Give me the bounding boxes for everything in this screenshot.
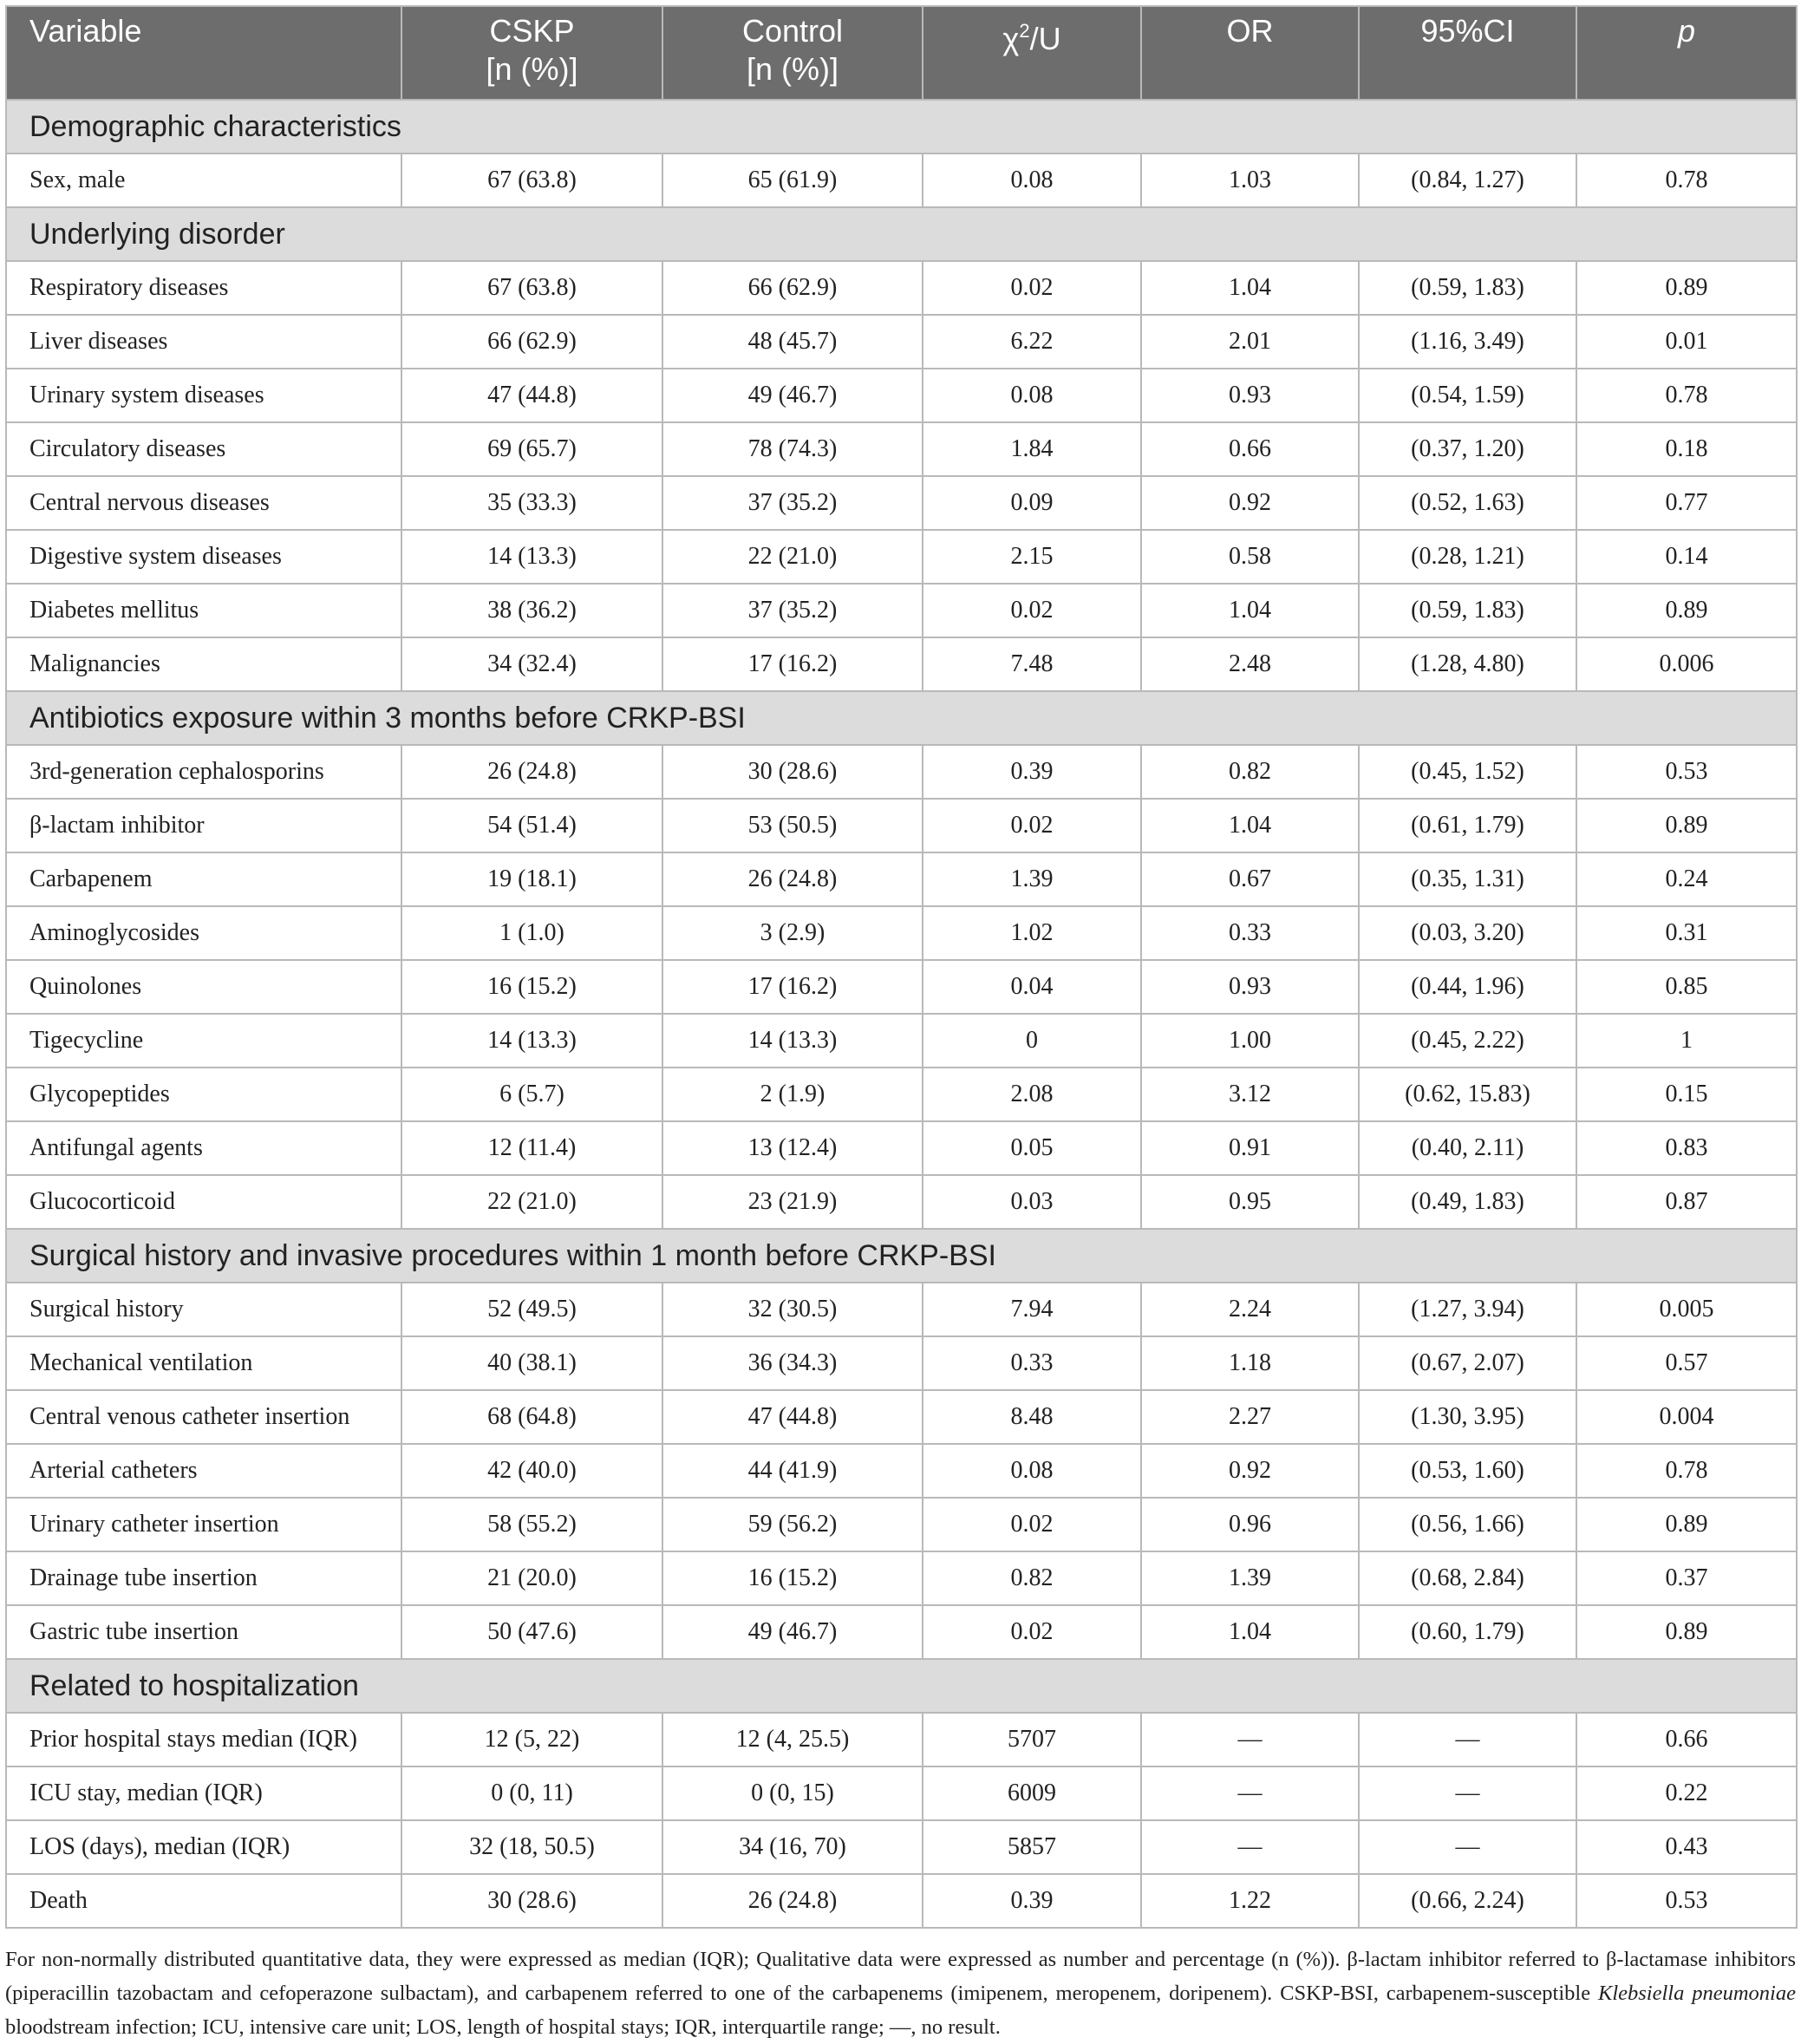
cskp-cell: 67 (63.8) [401,153,662,207]
cskp-cell: 42 (40.0) [401,1444,662,1498]
p-cell: 0.66 [1576,1713,1797,1766]
comparison-table [5,5,1798,1929]
or-cell: 2.24 [1141,1283,1359,1336]
control-cell: 37 (35.2) [662,584,923,637]
variable-cell: Urinary catheter insertion [6,1498,401,1551]
p-cell: 0.24 [1576,852,1797,906]
cskp-cell: 38 (36.2) [401,584,662,637]
table-row [6,1283,1797,1336]
table-row [6,315,1797,369]
ci-cell: (0.28, 1.21) [1359,530,1576,584]
or-cell: 0.82 [1141,745,1359,799]
cskp-cell: 52 (49.5) [401,1283,662,1336]
table-row [6,1068,1797,1121]
header-row [6,6,1797,100]
ci-cell: (1.28, 4.80) [1359,637,1576,691]
control-cell: 12 (4, 25.5) [662,1713,923,1766]
table-row [6,1121,1797,1175]
control-cell: 59 (56.2) [662,1498,923,1551]
variable-cell: Central nervous diseases [6,476,401,530]
cskp-cell: 12 (5, 22) [401,1713,662,1766]
or-cell: 1.00 [1141,1014,1359,1068]
p-cell: 0.57 [1576,1336,1797,1390]
ci-cell: — [1359,1820,1576,1874]
control-cell: 13 (12.4) [662,1121,923,1175]
control-cell: 53 (50.5) [662,799,923,852]
variable-cell: Sex, male [6,153,401,207]
variable-cell: Quinolones [6,960,401,1014]
table-row [6,1766,1797,1820]
control-cell: 66 (62.9) [662,261,923,315]
table-row [6,1874,1797,1928]
p-cell: 1 [1576,1014,1797,1068]
chi-u-cell: 1.39 [923,852,1141,906]
ci-cell: (0.56, 1.66) [1359,1498,1576,1551]
control-cell: 78 (74.3) [662,422,923,476]
ci-cell: (0.54, 1.59) [1359,369,1576,422]
variable-cell: Malignancies [6,637,401,691]
ci-cell: (0.59, 1.83) [1359,584,1576,637]
p-cell: 0.01 [1576,315,1797,369]
header-variable: Variable [6,6,401,100]
or-cell: 0.58 [1141,530,1359,584]
control-cell: 49 (46.7) [662,369,923,422]
variable-cell: Antifungal agents [6,1121,401,1175]
chi-u-cell: 0.39 [923,1874,1141,1928]
or-cell: 0.92 [1141,1444,1359,1498]
control-cell: 44 (41.9) [662,1444,923,1498]
cskp-cell: 68 (64.8) [401,1390,662,1444]
ci-cell: — [1359,1766,1576,1820]
table-row [6,1014,1797,1068]
or-cell: — [1141,1713,1359,1766]
control-cell: 0 (0, 15) [662,1766,923,1820]
ci-cell: (1.27, 3.94) [1359,1283,1576,1336]
p-cell: 0.83 [1576,1121,1797,1175]
chi-u-cell: 1.84 [923,422,1141,476]
chi-u-cell: 5707 [923,1713,1141,1766]
cskp-cell: 30 (28.6) [401,1874,662,1928]
chi-u-cell: 8.48 [923,1390,1141,1444]
or-cell: 1.39 [1141,1551,1359,1605]
control-cell: 47 (44.8) [662,1390,923,1444]
table-row [6,1390,1797,1444]
p-cell: 0.53 [1576,745,1797,799]
cskp-cell: 67 (63.8) [401,261,662,315]
p-cell: 0.14 [1576,530,1797,584]
or-cell: — [1141,1820,1359,1874]
chi-u-cell: 2.15 [923,530,1141,584]
results-table-container [5,5,1796,1929]
p-cell: 0.37 [1576,1551,1797,1605]
p-cell: 0.43 [1576,1820,1797,1874]
chi-u-cell: 0 [923,1014,1141,1068]
variable-cell: Arterial catheters [6,1444,401,1498]
cskp-cell: 14 (13.3) [401,530,662,584]
or-cell: 1.04 [1141,584,1359,637]
section-title: Underlying disorder [6,207,1797,261]
control-cell: 26 (24.8) [662,852,923,906]
cskp-cell: 21 (20.0) [401,1551,662,1605]
chi-u-cell: 0.82 [923,1551,1141,1605]
variable-cell: Central venous catheter insertion [6,1390,401,1444]
control-cell: 26 (24.8) [662,1874,923,1928]
variable-cell: Urinary system diseases [6,369,401,422]
table-body [6,100,1797,1928]
variable-cell: Mechanical ventilation [6,1336,401,1390]
control-cell: 2 (1.9) [662,1068,923,1121]
or-cell: — [1141,1766,1359,1820]
or-cell: 0.91 [1141,1121,1359,1175]
control-cell: 48 (45.7) [662,315,923,369]
cskp-cell: 54 (51.4) [401,799,662,852]
variable-cell: LOS (days), median (IQR) [6,1820,401,1874]
p-cell: 0.89 [1576,799,1797,852]
section-header-row [6,207,1797,261]
p-cell: 0.78 [1576,369,1797,422]
p-cell: 0.004 [1576,1390,1797,1444]
or-cell: 2.27 [1141,1390,1359,1444]
ci-cell: (0.45, 1.52) [1359,745,1576,799]
variable-cell: Gastric tube insertion [6,1605,401,1659]
chi-u-cell: 0.08 [923,153,1141,207]
section-header-row [6,691,1797,745]
ci-cell: — [1359,1713,1576,1766]
table-row [6,1175,1797,1229]
table-footnote: For non-normally distributed quantitative data, they were expressed as median (IQR); Qualitative data were expressed as number and percentage (n (%)). β-lactam inhibitor referred to β-lactamase inhibitors (piperacillin tazobactam and cefoperazone sulbactam), and carbapenem referred to one of the carbapenems (imipenem, meropenem, doripenem). CSKP-BSI, carbapenem-susceptible Klebsiella pneumoniae bloodstream infection; ICU, intensive care unit; LOS, length of hospital stays; IQR, interquartile range; —, no result. [5,1948,1796,2039]
variable-cell: Surgical history [6,1283,401,1336]
cskp-cell: 58 (55.2) [401,1498,662,1551]
table-row [6,906,1797,960]
or-cell: 1.04 [1141,261,1359,315]
table-row [6,584,1797,637]
ci-cell: (0.03, 3.20) [1359,906,1576,960]
table-row [6,422,1797,476]
header-cskp: CSKP [n (%)] [401,6,662,100]
table-row [6,1551,1797,1605]
table-row [6,1605,1797,1659]
cskp-cell: 16 (15.2) [401,960,662,1014]
header-chi-u: $\chi^2/U$ [923,6,1141,100]
variable-cell: Glycopeptides [6,1068,401,1121]
chi-u-cell: 5857 [923,1820,1141,1874]
control-cell: 17 (16.2) [662,960,923,1014]
chi-u-cell: 0.02 [923,1498,1141,1551]
variable-cell: Digestive system diseases [6,530,401,584]
cskp-cell: 35 (33.3) [401,476,662,530]
header-p: p [1576,6,1797,100]
or-cell: 1.04 [1141,799,1359,852]
table-row [6,745,1797,799]
table-row [6,261,1797,315]
table-row [6,960,1797,1014]
p-cell: 0.89 [1576,1498,1797,1551]
variable-cell: Glucocorticoid [6,1175,401,1229]
cskp-cell: 22 (21.0) [401,1175,662,1229]
section-header-row [6,1659,1797,1713]
table-row [6,1336,1797,1390]
p-cell: 0.15 [1576,1068,1797,1121]
or-cell: 3.12 [1141,1068,1359,1121]
variable-cell: Aminoglycosides [6,906,401,960]
or-cell: 0.93 [1141,369,1359,422]
chi-u-cell: 0.02 [923,799,1141,852]
p-cell: 0.18 [1576,422,1797,476]
variable-cell: Diabetes mellitus [6,584,401,637]
variable-cell: Drainage tube insertion [6,1551,401,1605]
chi-u-cell: 0.08 [923,369,1141,422]
chi-u-cell: 6.22 [923,315,1141,369]
chi-u-cell: 0.03 [923,1175,1141,1229]
chi-u-cell: 0.02 [923,1605,1141,1659]
control-cell: 49 (46.7) [662,1605,923,1659]
cskp-cell: 40 (38.1) [401,1336,662,1390]
cskp-cell: 12 (11.4) [401,1121,662,1175]
cskp-cell: 50 (47.6) [401,1605,662,1659]
variable-cell: Liver diseases [6,315,401,369]
ci-cell: (0.59, 1.83) [1359,261,1576,315]
p-cell: 0.006 [1576,637,1797,691]
variable-cell: Carbapenem [6,852,401,906]
cskp-cell: 66 (62.9) [401,315,662,369]
cskp-cell: 34 (32.4) [401,637,662,691]
cskp-cell: 26 (24.8) [401,745,662,799]
chi-u-cell: 0.05 [923,1121,1141,1175]
table-row [6,369,1797,422]
chi-u-cell: 0.33 [923,1336,1141,1390]
cskp-cell: 69 (65.7) [401,422,662,476]
or-cell: 0.93 [1141,960,1359,1014]
cskp-cell: 1 (1.0) [401,906,662,960]
table-row [6,530,1797,584]
chi-u-cell: 0.02 [923,261,1141,315]
or-cell: 2.48 [1141,637,1359,691]
ci-cell: (0.66, 2.24) [1359,1874,1576,1928]
ci-cell: (0.68, 2.84) [1359,1551,1576,1605]
variable-cell: 3rd-generation cephalosporins [6,745,401,799]
ci-cell: (0.45, 2.22) [1359,1014,1576,1068]
table-row [6,852,1797,906]
chi-u-cell: 0.39 [923,745,1141,799]
table-row [6,476,1797,530]
p-cell: 0.89 [1576,1605,1797,1659]
variable-cell: Prior hospital stays median (IQR) [6,1713,401,1766]
header-ci: 95%CI [1359,6,1576,100]
ci-cell: (0.44, 1.96) [1359,960,1576,1014]
or-cell: 0.96 [1141,1498,1359,1551]
table-row [6,1713,1797,1766]
chi-u-cell: 0.08 [923,1444,1141,1498]
ci-cell: (0.84, 1.27) [1359,153,1576,207]
table-row [6,153,1797,207]
section-title: Antibiotics exposure within 3 months before CRKP-BSI [6,691,1797,745]
control-cell: 37 (35.2) [662,476,923,530]
ci-cell: (0.37, 1.20) [1359,422,1576,476]
chi-u-cell: 0.04 [923,960,1141,1014]
control-cell: 14 (13.3) [662,1014,923,1068]
p-cell: 0.78 [1576,153,1797,207]
control-cell: 17 (16.2) [662,637,923,691]
p-cell: 0.005 [1576,1283,1797,1336]
header-or: OR [1141,6,1359,100]
or-cell: 1.18 [1141,1336,1359,1390]
p-cell: 0.78 [1576,1444,1797,1498]
ci-cell: (1.16, 3.49) [1359,315,1576,369]
or-cell: 1.22 [1141,1874,1359,1928]
chi-u-cell: 7.94 [923,1283,1141,1336]
chi-u-cell: 6009 [923,1766,1141,1820]
ci-cell: (0.67, 2.07) [1359,1336,1576,1390]
variable-cell: Death [6,1874,401,1928]
section-header-row [6,1229,1797,1283]
control-cell: 16 (15.2) [662,1551,923,1605]
p-cell: 0.77 [1576,476,1797,530]
chi-u-cell: 1.02 [923,906,1141,960]
section-title: Related to hospitalization [6,1659,1797,1713]
control-cell: 22 (21.0) [662,530,923,584]
table-row [6,1820,1797,1874]
or-cell: 1.04 [1141,1605,1359,1659]
variable-cell: Tigecycline [6,1014,401,1068]
or-cell: 2.01 [1141,315,1359,369]
chi-u-cell: 7.48 [923,637,1141,691]
chi-u-cell: 0.02 [923,584,1141,637]
variable-cell: β-lactam inhibitor [6,799,401,852]
p-cell: 0.89 [1576,584,1797,637]
chi-u-cell: 2.08 [923,1068,1141,1121]
control-cell: 30 (28.6) [662,745,923,799]
variable-cell: ICU stay, median (IQR) [6,1766,401,1820]
p-cell: 0.22 [1576,1766,1797,1820]
control-cell: 36 (34.3) [662,1336,923,1390]
table-row [6,1444,1797,1498]
variable-cell: Respiratory diseases [6,261,401,315]
or-cell: 1.03 [1141,153,1359,207]
ci-cell: (1.30, 3.95) [1359,1390,1576,1444]
or-cell: 0.95 [1141,1175,1359,1229]
ci-cell: (0.35, 1.31) [1359,852,1576,906]
ci-cell: (0.62, 15.83) [1359,1068,1576,1121]
ci-cell: (0.60, 1.79) [1359,1605,1576,1659]
cskp-cell: 0 (0, 11) [401,1766,662,1820]
section-title: Surgical history and invasive procedures within 1 month before CRKP-BSI [6,1229,1797,1283]
or-cell: 0.66 [1141,422,1359,476]
or-cell: 0.33 [1141,906,1359,960]
section-header-row [6,100,1797,153]
cskp-cell: 19 (18.1) [401,852,662,906]
table-row [6,637,1797,691]
control-cell: 23 (21.9) [662,1175,923,1229]
cskp-cell: 6 (5.7) [401,1068,662,1121]
ci-cell: (0.40, 2.11) [1359,1121,1576,1175]
p-cell: 0.85 [1576,960,1797,1014]
p-cell: 0.31 [1576,906,1797,960]
variable-cell: Circulatory diseases [6,422,401,476]
control-cell: 34 (16, 70) [662,1820,923,1874]
ci-cell: (0.53, 1.60) [1359,1444,1576,1498]
ci-cell: (0.49, 1.83) [1359,1175,1576,1229]
cskp-cell: 14 (13.3) [401,1014,662,1068]
p-cell: 0.89 [1576,261,1797,315]
table-row [6,1498,1797,1551]
or-cell: 0.67 [1141,852,1359,906]
or-cell: 0.92 [1141,476,1359,530]
p-cell: 0.53 [1576,1874,1797,1928]
header-control: Control [n (%)] [662,6,923,100]
chi-u-cell: 0.09 [923,476,1141,530]
p-cell: 0.87 [1576,1175,1797,1229]
section-title: Demographic characteristics [6,100,1797,153]
ci-cell: (0.61, 1.79) [1359,799,1576,852]
control-cell: 3 (2.9) [662,906,923,960]
table-row [6,799,1797,852]
control-cell: 32 (30.5) [662,1283,923,1336]
cskp-cell: 47 (44.8) [401,369,662,422]
cskp-cell: 32 (18, 50.5) [401,1820,662,1874]
ci-cell: (0.52, 1.63) [1359,476,1576,530]
control-cell: 65 (61.9) [662,153,923,207]
